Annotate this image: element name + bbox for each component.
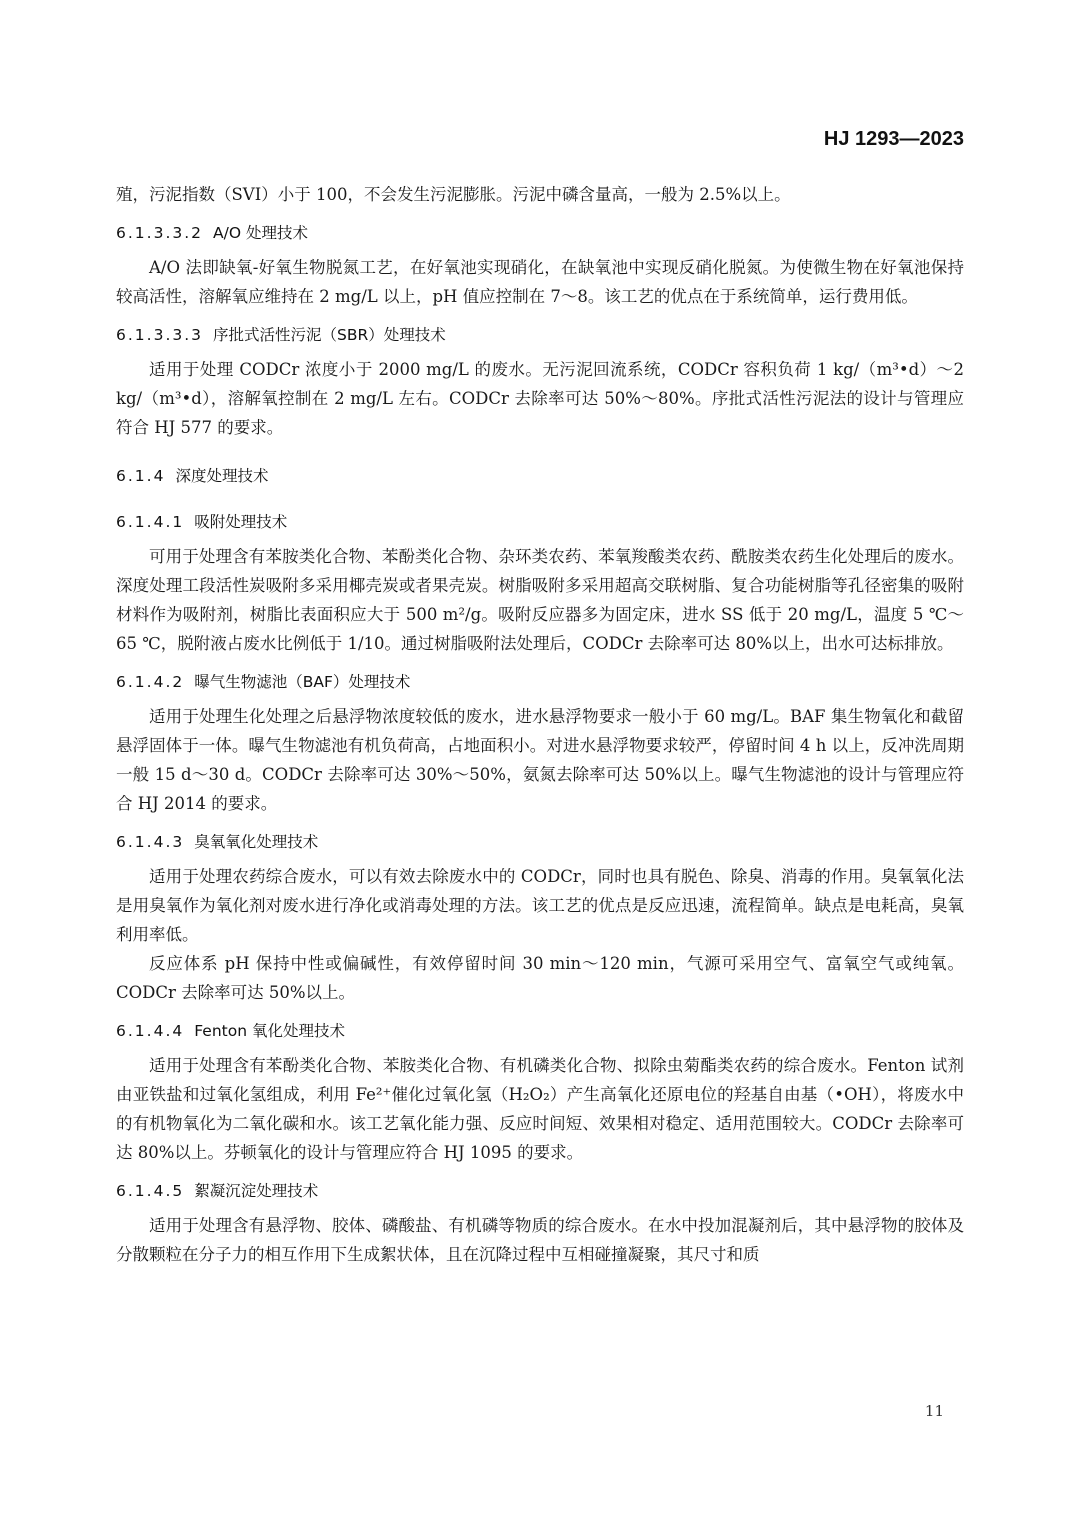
paragraph: 适用于处理生化处理之后悬浮物浓度较低的废水，进水悬浮物要求一般小于 60 mg/L。BAF 集生物氧化和截留悬浮固体于一体。曝气生物滤池有机负荷高，占地面积小。对进水悬浮物要求较严，停留时间 4 h 以上，反冲洗周期一般 15 d～30 d。CODCr 去除率可达 30%～50%，氨氮去除率可达 50%以上。曝气生物滤池的设计与管理应符合 HJ 2014 的要求。 xyxy=(116,707,964,813)
paragraph: 适用于处理 CODCr 浓度小于 2000 mg/L 的废水。无污泥回流系统，CODCr 容积负荷 1 kg/（m³•d）～2 kg/（m³•d），溶解氧控制在 2 mg/L 左右。CODCr 去除率可达 50%～80%。序批式活性污泥法的设计与管理应符合 HJ 577 的要求。 xyxy=(116,360,964,437)
section-heading xyxy=(116,1179,964,1203)
section-heading xyxy=(116,510,964,534)
page-body xyxy=(116,180,964,1269)
paragraph: 适用于处理含有苯酚类化合物、苯胺类化合物、有机磷类化合物、拟除虫菊酯类农药的综合废水。Fenton 试剂由亚铁盐和过氧化氢组成，利用 Fe²⁺催化过氧化氢（H₂O₂）产生高氧化还原电位的羟基自由基（•OH），将废水中的有机物氧化为二氧化碳和水。该工艺氧化能力强、反应时间短、效果相对稳定、适用范围较大。CODCr 去除率可达 80%以上。芬顿氧化的设计与管理应符合 HJ 1095 的要求。 xyxy=(116,1056,964,1162)
section-heading xyxy=(116,323,964,347)
paragraph: 殖，污泥指数（SVI）小于 100，不会发生污泥膨胀。污泥中磷含量高，一般为 2.5%以上。 xyxy=(116,185,791,204)
section-number: 6.1.3.3.2 xyxy=(116,224,204,242)
paragraph: 适用于处理农药综合废水，可以有效去除废水中的 CODCr，同时也具有脱色、除臭、消毒的作用。臭氧氧化法是用臭氧作为氧化剂对废水进行净化或消毒处理的方法。该工艺的优点是反应迅速，流程简单。缺点是电耗高，臭氧利用率低。 xyxy=(116,867,964,944)
section-title: 曝气生物滤池（BAF）处理技术 xyxy=(194,673,411,691)
section-title: 絮凝沉淀处理技术 xyxy=(194,1182,319,1200)
section-heading xyxy=(116,1019,964,1043)
section-number: 6.1.4.5 xyxy=(116,1182,185,1200)
section-title: 序批式活性污泥（SBR）处理技术 xyxy=(213,326,446,344)
paragraph: 反应体系 pH 保持中性或偏碱性，有效停留时间 30 min～120 min，气源可采用空气、富氧空气或纯氧。CODCr 去除率可达 50%以上。 xyxy=(116,954,964,1002)
section-number: 6.1.3.3.3 xyxy=(116,326,204,344)
section-title: 吸附处理技术 xyxy=(194,513,288,531)
section-title: A/O 处理技术 xyxy=(213,224,308,242)
section-number: 6.1.4.2 xyxy=(116,673,185,691)
paragraph: 可用于处理含有苯胺类化合物、苯酚类化合物、杂环类农药、苯氧羧酸类农药、酰胺类农药生化处理后的废水。深度处理工段活性炭吸附多采用椰壳炭或者果壳炭。树脂吸附多采用超高交联树脂、复合功能树脂等孔径密集的吸附材料作为吸附剂，树脂比表面积应大于 500 m²/g。吸附反应器多为固定床，进水 SS 低于 20 mg/L，温度 5 ℃～65 ℃，脱附液占废水比例低于 1/10。通过树脂吸附法处理后，CODCr 去除率可达 80%以上，出水可达标排放。 xyxy=(116,547,964,653)
section-title: Fenton 氧化处理技术 xyxy=(194,1022,345,1040)
section-heading xyxy=(116,221,964,245)
standard-number: HJ 1293—2023 xyxy=(823,128,964,150)
section-heading xyxy=(116,830,964,854)
section-number: 6.1.4.3 xyxy=(116,833,185,851)
section-number: 6.1.4.1 xyxy=(116,513,185,531)
paragraph: 适用于处理含有悬浮物、胶体、磷酸盐、有机磷等物质的综合废水。在水中投加混凝剂后，其中悬浮物的胶体及分散颗粒在分子力的相互作用下生成絮状体，且在沉降过程中互相碰撞凝聚，其尺寸和质 xyxy=(116,1216,964,1264)
section-title: 深度处理技术 xyxy=(175,467,269,485)
paragraph: A/O 法即缺氧-好氧生物脱氮工艺，在好氧池实现硝化，在缺氧池中实现反硝化脱氮。为使微生物在好氧池保持较高活性，溶解氧应维持在 2 mg/L 以上，pH 值应控制在 7～8。该工艺的优点在于系统简单，运行费用低。 xyxy=(116,258,964,306)
section-number: 6.1.4.4 xyxy=(116,1022,185,1040)
section-heading xyxy=(116,464,964,488)
page-number: 11 xyxy=(924,1402,944,1420)
section-number: 6.1.4 xyxy=(116,467,166,485)
section-title: 臭氧氧化处理技术 xyxy=(194,833,319,851)
section-heading xyxy=(116,670,964,694)
